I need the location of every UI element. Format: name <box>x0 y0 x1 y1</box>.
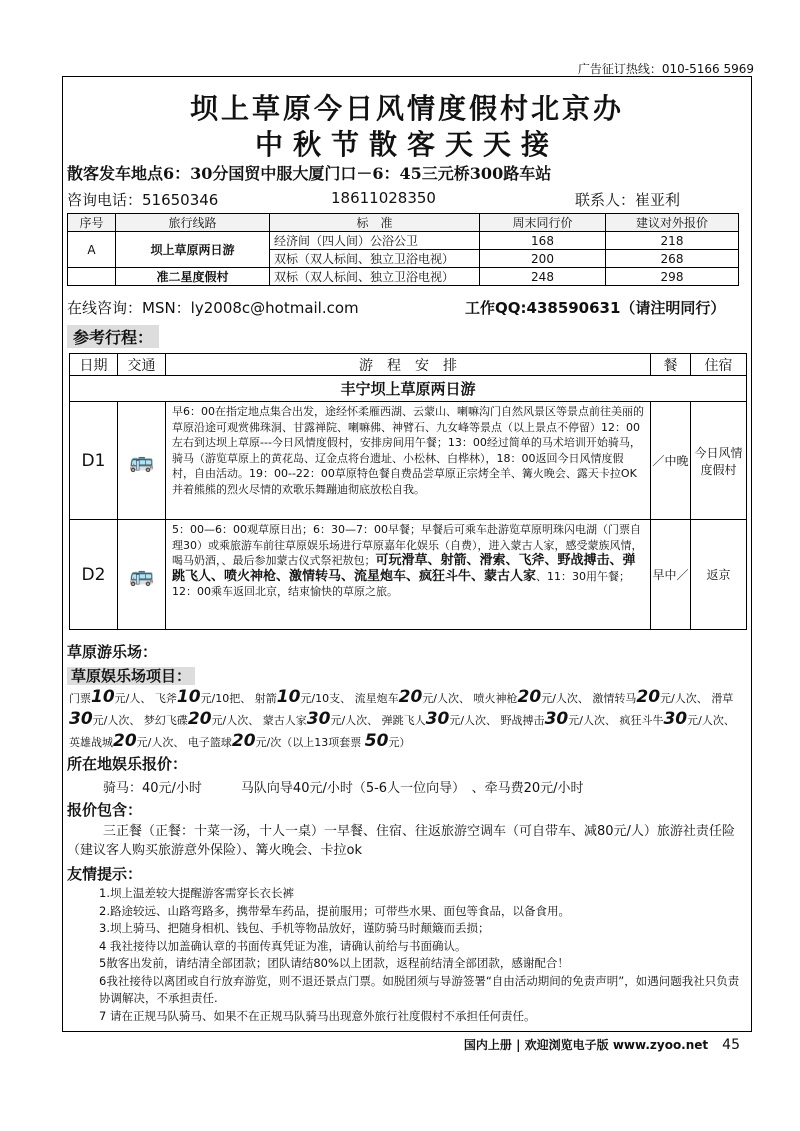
include-text: 三正餐（正餐：十菜一汤，十人一桌）一早餐、住宿、往返旅游空调车（可自带车、减80元/人）旅游社责任险（建议客人购买旅游意外保险）、篝火晚会、卡拉ok <box>67 824 735 858</box>
ent-item-unit: 元/10支、 <box>300 692 352 705</box>
itinerary-header-row <box>70 354 747 376</box>
col-header: 餐 <box>651 354 691 376</box>
ent-item-name: 梦幻飞碟 <box>143 714 188 727</box>
ent-item-price: 20 <box>636 687 661 707</box>
standard-cell: 经济间（四人间）公浴公卫 <box>270 232 480 250</box>
ent-item-unit: 元/人次、 <box>687 714 735 727</box>
table-row <box>68 232 739 250</box>
col-header: 建议对外报价 <box>606 214 739 232</box>
peer-price: 200 <box>480 250 606 268</box>
msn-contact: 在线咨询：MSN：ly2008c@hotmail.com <box>67 299 359 317</box>
ad-frame <box>62 76 752 1032</box>
ent-item-price: 20 <box>517 687 542 707</box>
ent-item-name: 流星炮车 <box>354 692 399 705</box>
ent-item-name: 激情转马 <box>592 692 637 705</box>
ent-item-price: 30 <box>306 709 331 729</box>
day-description: 早6：00在指定地点集合出发，途经怀柔雁西湖、云蒙山、喇嘛沟门自然风景区等景点前往美丽的草原沿途可观赏佛珠洞、甘露禅院、喇嘛佛、神臂石、九女峰等景点（以上景点不停留）12：00左右到达坝上草原---今日风情度假村，安排房间用午餐；13：00经过简单的马术培训开始骑马，骑马（游览草原上的黄花岛、辽金点将台遗址、小松林、白桦林），18：00返回今日风情度假村，自由活动。19：00--22：00草原特色餐自费品尝草原正宗烤全羊、篝火晚会、露天卡拉OK并着熊熊的烈火尽情的欢歌乐舞蹦迪彻底放松自我。 <box>166 402 651 520</box>
ent-item-price: 20 <box>187 709 212 729</box>
ent-item-unit: 元/人次、 <box>330 714 379 727</box>
ent-item-name: 门票 <box>69 692 91 705</box>
ent-item-price: 10 <box>176 687 201 707</box>
ent-item-unit: 元/人次、 <box>568 714 616 727</box>
ent-item-unit: 元/人次、 <box>541 692 589 705</box>
contact-phone: 咨询电话：51650346 <box>67 191 219 209</box>
tips-heading: 友情提示： <box>67 865 143 883</box>
ent-item-unit: 元/人次、 <box>92 714 141 727</box>
group-id: A <box>68 232 116 268</box>
tip-item: 3.坝上骑马、把随身相机、钱包、手机等物品放好，谨防骑马时颠簸而丢损； <box>99 921 490 935</box>
meal-info: 早中／ <box>651 520 691 630</box>
ent-item-price: 30 <box>663 709 688 729</box>
standard-cell: 双标（双人标间、独立卫浴电视） <box>270 268 480 286</box>
ent-item-name: 喷火神枪 <box>473 692 518 705</box>
stay-info: 今日风情度假村 <box>691 402 747 520</box>
day-row <box>70 520 747 630</box>
qq-contact: 工作QQ:438590631（请注明同行） <box>465 299 726 317</box>
ent-item-unit: 元/人、 <box>114 692 152 705</box>
ent-item-price: 30 <box>544 709 569 729</box>
table-row <box>68 268 739 286</box>
entertainment-heading-text: 草原娱乐场项目： <box>67 667 195 685</box>
meal-info: ／中晚 <box>651 402 691 520</box>
ent-item-price: 20 <box>113 731 137 751</box>
page-subtitle: 中秋节散客天天接 <box>254 128 559 161</box>
ent-item-name: 英雄战城 <box>69 736 113 749</box>
stay-info: 返京 <box>691 520 747 630</box>
page-number: 45 <box>722 1037 740 1053</box>
ent-item-name: 射箭 <box>254 692 277 705</box>
tip-item: 2.路途较远、山路弯路多，携带晕车药品，提前服用；可带些水果、面包等食品，以备食用。 <box>99 903 570 918</box>
departure-info: 散客发车地点6：30分国贸中服大厦门口－6：45三元桥300路车站 <box>67 164 552 183</box>
ent-item-unit: 元/次（以上13项套票 <box>255 736 362 749</box>
bus-icon: 🚌 <box>118 402 166 520</box>
day-label: D1 <box>70 402 118 520</box>
ent-item-price: 20 <box>398 687 423 707</box>
ent-item-name: 滑草 <box>711 692 734 705</box>
include-heading: 报价包含： <box>67 801 143 819</box>
footer-text: 国内上册 | 欢迎浏览电子版 www.zyoo.net <box>463 1038 709 1052</box>
day-description <box>166 520 651 630</box>
col-header: 住宿 <box>691 354 747 376</box>
local-rec-heading: 所在地娱乐报价： <box>67 755 188 773</box>
col-header: 标 准 <box>270 214 480 232</box>
page-title: 坝上草原今日风情度假村北京办 <box>189 92 624 125</box>
route-title-row <box>70 376 747 402</box>
day-desc-text: 5：00—6：00观草原日出；6：30—7：00早餐；早餐后可乘车赴游览草原明珠闪电湖（门票自理30）或乘旅游车前往草原娱乐场进行草原嘉年化娱乐（自费），进入蒙古人家，感受蒙族风情，喝马奶酒，、最后参加蒙古仪式祭祀敖包； <box>172 523 643 567</box>
ent-item-name: 飞斧 <box>154 692 177 705</box>
ent-item-unit: 元/人次、 <box>211 714 260 727</box>
ent-item-price: 30 <box>69 709 93 729</box>
col-header: 序号 <box>68 214 116 232</box>
route-name: 坝上草原两日游 <box>116 232 270 268</box>
col-header: 交通 <box>118 354 166 376</box>
ent-item-unit: 元/人次、 <box>449 714 498 727</box>
ent-item-price: 50 <box>364 731 389 751</box>
ent-item-unit: 元/10把、 <box>200 692 252 705</box>
ent-item-name: 野战搏击 <box>500 714 545 727</box>
ent-item-name: 疯狂斗牛 <box>619 714 664 727</box>
peer-price: 248 <box>480 268 606 286</box>
ent-item-unit: 元/人次、 <box>422 692 471 705</box>
ent-item-unit: 元） <box>388 736 411 749</box>
retail-price: 268 <box>606 250 739 268</box>
price-table <box>67 213 739 286</box>
itinerary-table <box>69 353 747 630</box>
itinerary-heading: 参考行程： <box>67 325 159 348</box>
route-title: 丰宁坝上草原两日游 <box>70 376 747 402</box>
ent-item-price: 30 <box>425 709 450 729</box>
col-header: 游 程 安 排 <box>166 354 651 376</box>
ent-item-name: 电子篮球 <box>187 736 232 749</box>
price-header-row <box>68 214 739 232</box>
col-header: 旅行线路 <box>116 214 270 232</box>
ent-item-unit: 元/人次、 <box>660 692 708 705</box>
tip-item: 5散客出发前，请结清全部团款；团队请结80%以上团款，返程前结清全部团款，感谢配合！ <box>99 956 569 970</box>
entertainment-prices <box>69 687 745 753</box>
tip-item: 1.坝上温差较大提醒游客需穿长衣长裤 <box>99 886 294 900</box>
tips-list <box>99 885 749 1025</box>
page-footer <box>464 1036 740 1053</box>
playground-heading: 草原游乐场： <box>67 643 158 661</box>
ent-item-price: 10 <box>276 687 301 707</box>
ent-item-unit: 元/人次、 <box>136 736 185 749</box>
bus-icon: 🚌 <box>118 520 166 630</box>
col-header: 日期 <box>70 354 118 376</box>
ent-item-price: 20 <box>231 731 256 751</box>
day-desc-activities: 可玩滑草、射箭、滑索、飞斧、野战搏击、弹跳飞人、喷火神枪、激情转马、流星炮车、疯狂斗牛、蒙古人家 <box>172 553 636 584</box>
entertainment-heading <box>67 665 195 686</box>
standard-cell: 双标（双人标间、独立卫浴电视） <box>270 250 480 268</box>
day-label: D2 <box>70 520 118 630</box>
local-rec-prices: 骑马：40元/小时 马队向导40元/小时（5-6人一位向导） 、牵马费20元/小时 <box>103 781 584 796</box>
tip-item: 4 我社接待以加盖确认章的书面传真凭证为准，请确认前给与书面确认。 <box>99 938 467 953</box>
peer-price: 168 <box>480 232 606 250</box>
ent-item-price: 10 <box>91 687 115 707</box>
col-header: 周末同行价 <box>480 214 606 232</box>
contact-person: 联系人：崔亚利 <box>575 191 681 209</box>
ad-hotline: 广告征订热线：010-5166 5969 <box>577 62 754 76</box>
contact-mobile: 18611028350 <box>331 189 436 207</box>
route-name: 准二星度假村 <box>116 268 270 286</box>
tip-item: 6我社接待以离团或自行放弃游览，则不退还景点门票。如脱团须与导游签署“自由活动期间的免责声明”，如遇问题我社只负责协调解决，不承担责任. <box>99 973 740 1005</box>
ent-item-name: 蒙古人家 <box>262 714 307 727</box>
ent-item-name: 弹跳飞人 <box>381 714 426 727</box>
retail-price: 218 <box>606 232 739 250</box>
day-row <box>70 402 747 520</box>
tip-item: 7 请在正规马队骑马、如果不在正规马队骑马出现意外旅行社度假村不承担任何责任。 <box>99 1008 536 1023</box>
group-id <box>68 268 116 286</box>
day-desc-tail: 、11：30用午餐；12：00乘车返回北京，结束愉快的草原之旅。 <box>172 569 631 598</box>
retail-price: 298 <box>606 268 739 286</box>
